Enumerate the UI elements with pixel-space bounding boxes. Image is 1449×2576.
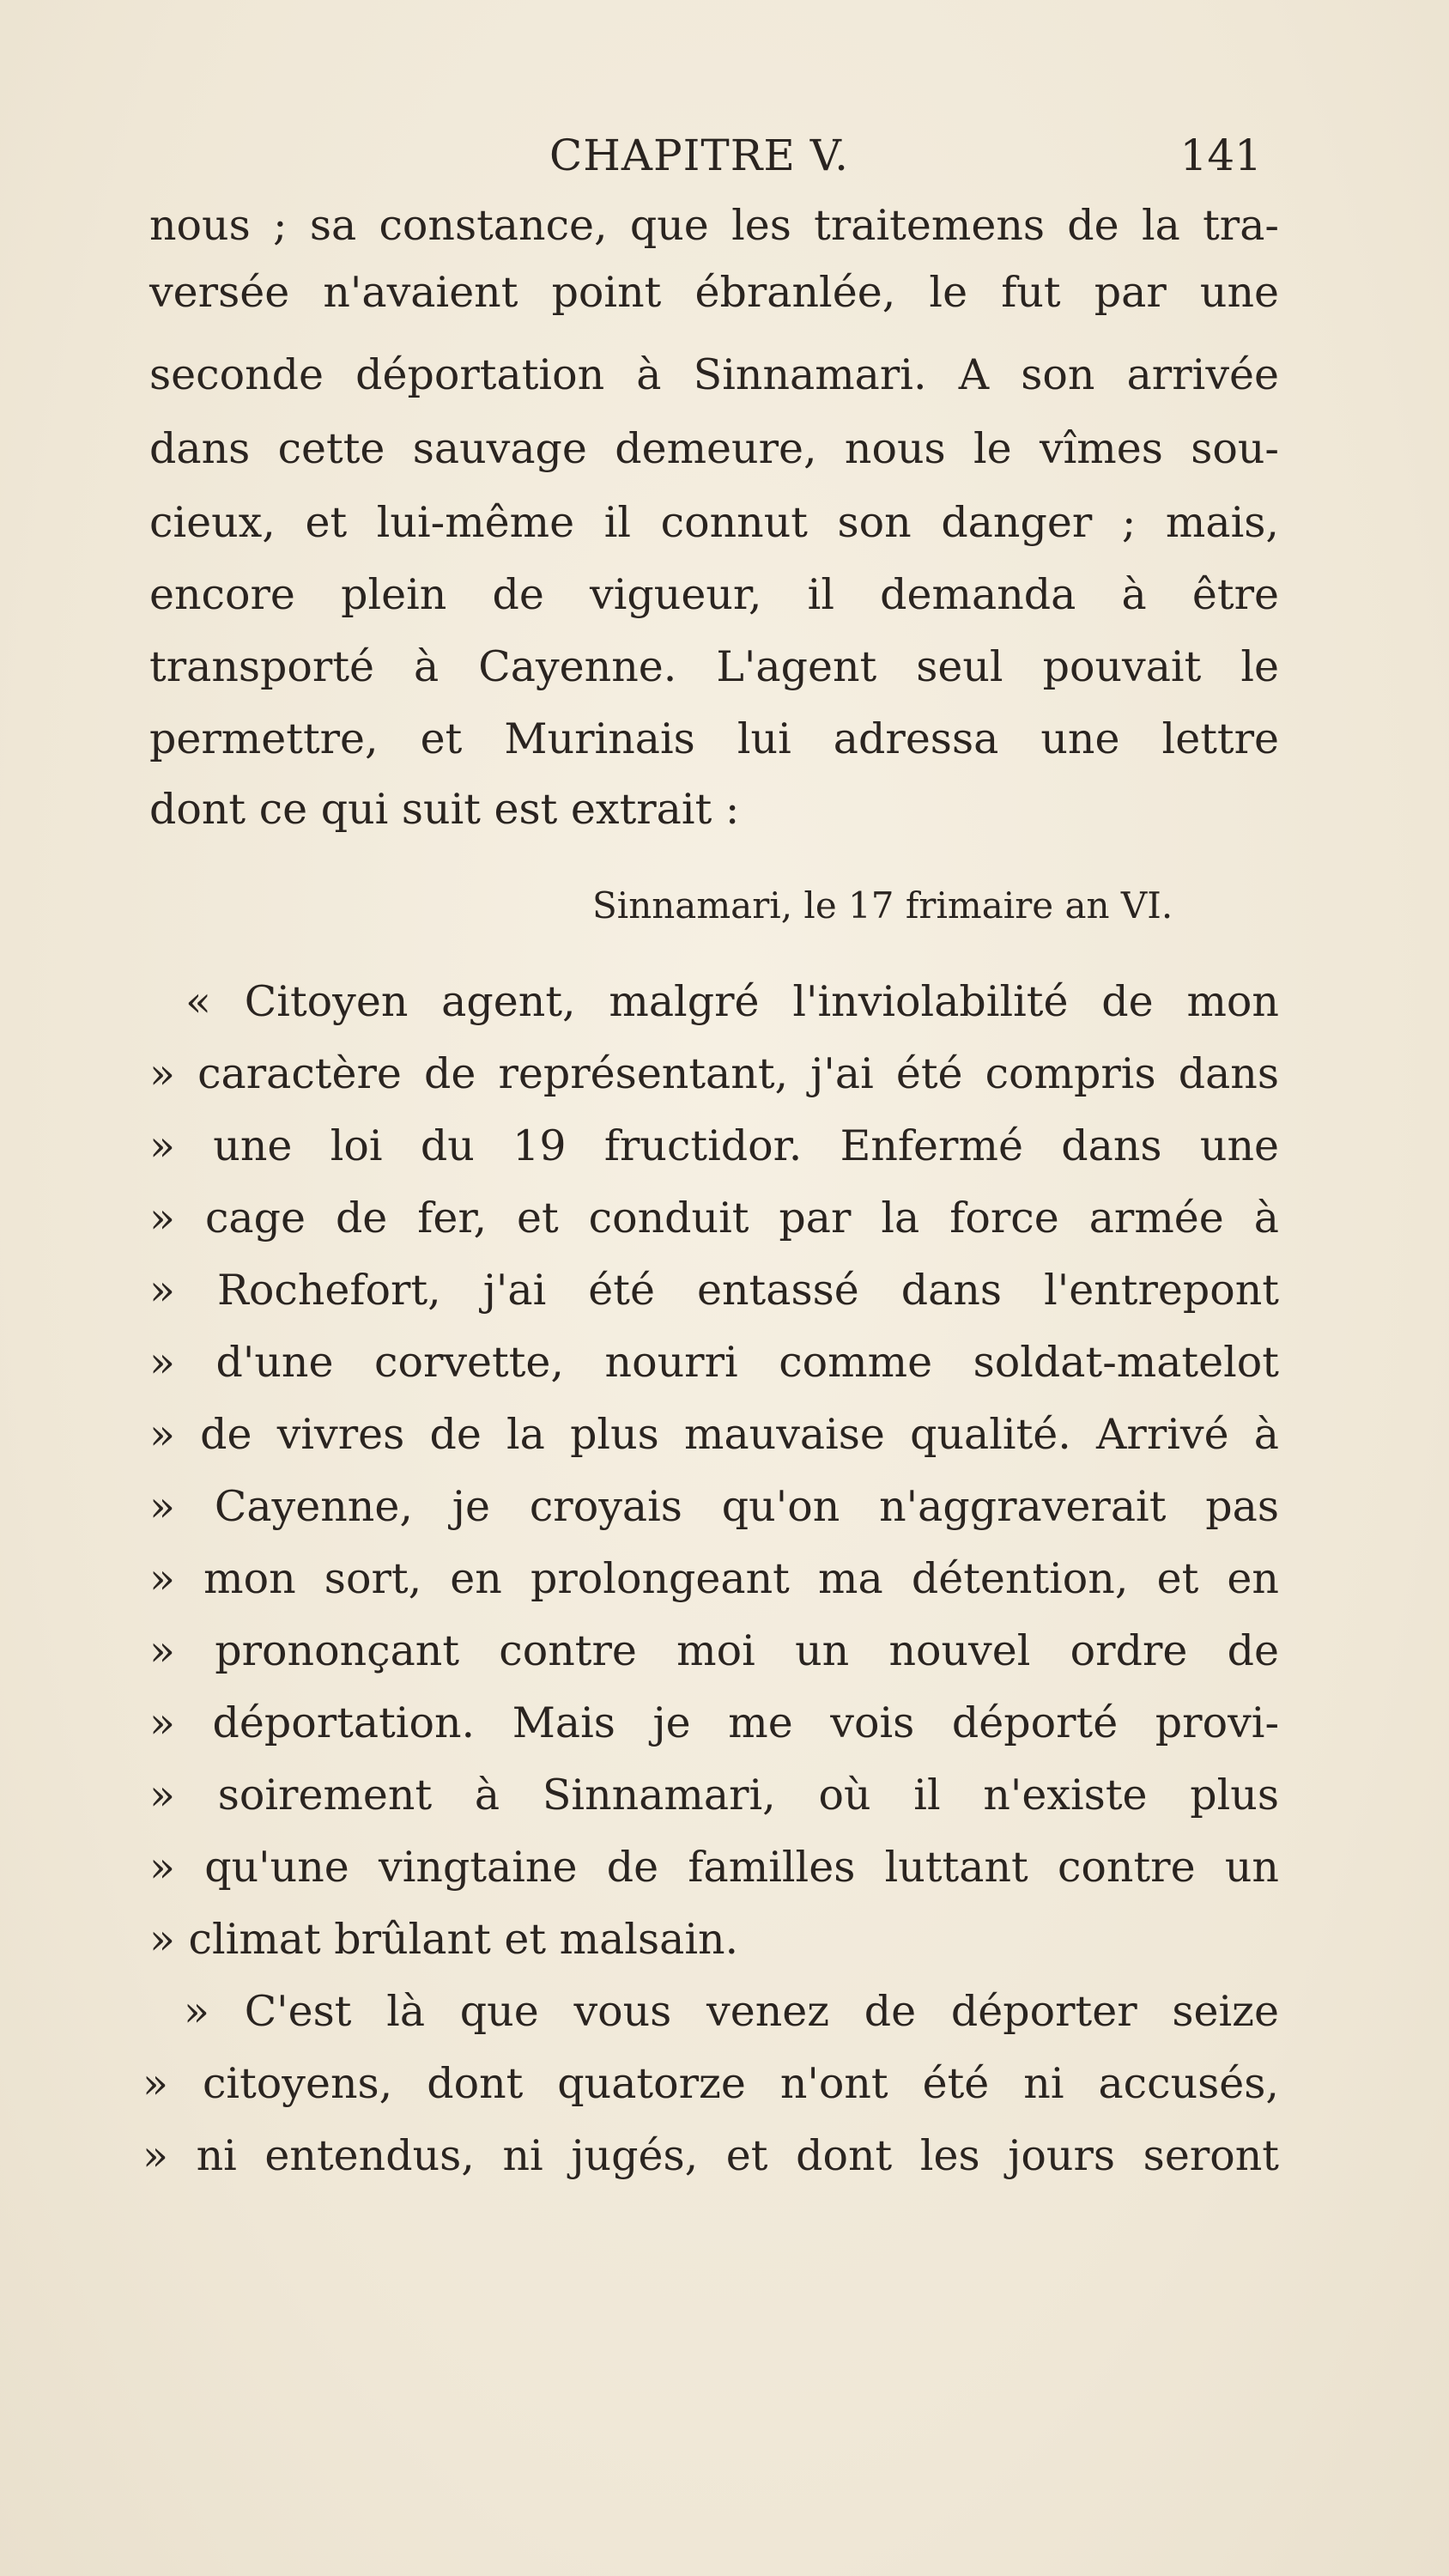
letter-line: » Rochefort, j'ai été entassé dans l'entrepont [149, 1266, 1279, 1315]
letter-line: » cage de fer, et conduit par la force armée à [149, 1194, 1279, 1242]
letter-line: » de vivres de la plus mauvaise qualité. Arrivé à [149, 1410, 1279, 1459]
letter-line: » caractère de représentant, j'ai été compris dans [149, 1049, 1279, 1098]
text-line: seconde déportation à Sinnamari. A son arrivée [149, 350, 1279, 399]
text-line: dans cette sauvage demeure, nous le vîmes sou- [149, 424, 1279, 473]
letter-line: » C'est là que vous venez de déporter seize [184, 1987, 1279, 2036]
letter-line: » une loi du 19 fructidor. Enfermé dans une [149, 1121, 1279, 1170]
letter-line: » soirement à Sinnamari, où il n'existe plus [149, 1771, 1279, 1820]
letter-line: » déportation. Mais je me vois déporté provi- [149, 1698, 1279, 1747]
letter-line: » mon sort, en prolongeant ma détention, et en [149, 1554, 1279, 1603]
text-line: versée n'avaient point ébranlée, le fut par une [149, 268, 1279, 317]
letter-dateline: Sinnamari, le 17 frimaire an VI. [592, 884, 1173, 927]
text-line: encore plein de vigueur, il demanda à être [149, 570, 1279, 619]
letter-line: » prononçant contre moi un nouvel ordre de [149, 1626, 1279, 1675]
letter-line: » citoyens, dont quatorze n'ont été ni accusés, [142, 2059, 1279, 2108]
text-line: nous ; sa constance, que les traitemens de la tra- [149, 201, 1279, 250]
letter-line: » qu'une vingtaine de familles luttant contre un [149, 1843, 1279, 1892]
text-line: cieux, et lui-même il connut son danger ; mais, [149, 498, 1279, 547]
text-line: transporté à Cayenne. L'agent seul pouvait le [149, 642, 1279, 691]
letter-line: » d'une corvette, nourri comme soldat-matelot [149, 1338, 1279, 1387]
text-line: permettre, et Murinais lui adressa une lettre [149, 714, 1279, 763]
running-title: CHAPITRE V. [549, 131, 850, 180]
page-header [146, 131, 1262, 191]
letter-line: « Citoyen agent, malgré l'inviolabilité de mon [185, 977, 1279, 1026]
text-line: dont ce qui suit est extrait : [149, 785, 740, 834]
letter-line: » climat brûlant et malsain. [149, 1915, 739, 1964]
letter-line: » ni entendus, ni jugés, et dont les jours seront [142, 2131, 1279, 2180]
letter-line: » Cayenne, je croyais qu'on n'aggraverait pas [149, 1482, 1279, 1531]
page-number: 141 [1179, 131, 1262, 180]
